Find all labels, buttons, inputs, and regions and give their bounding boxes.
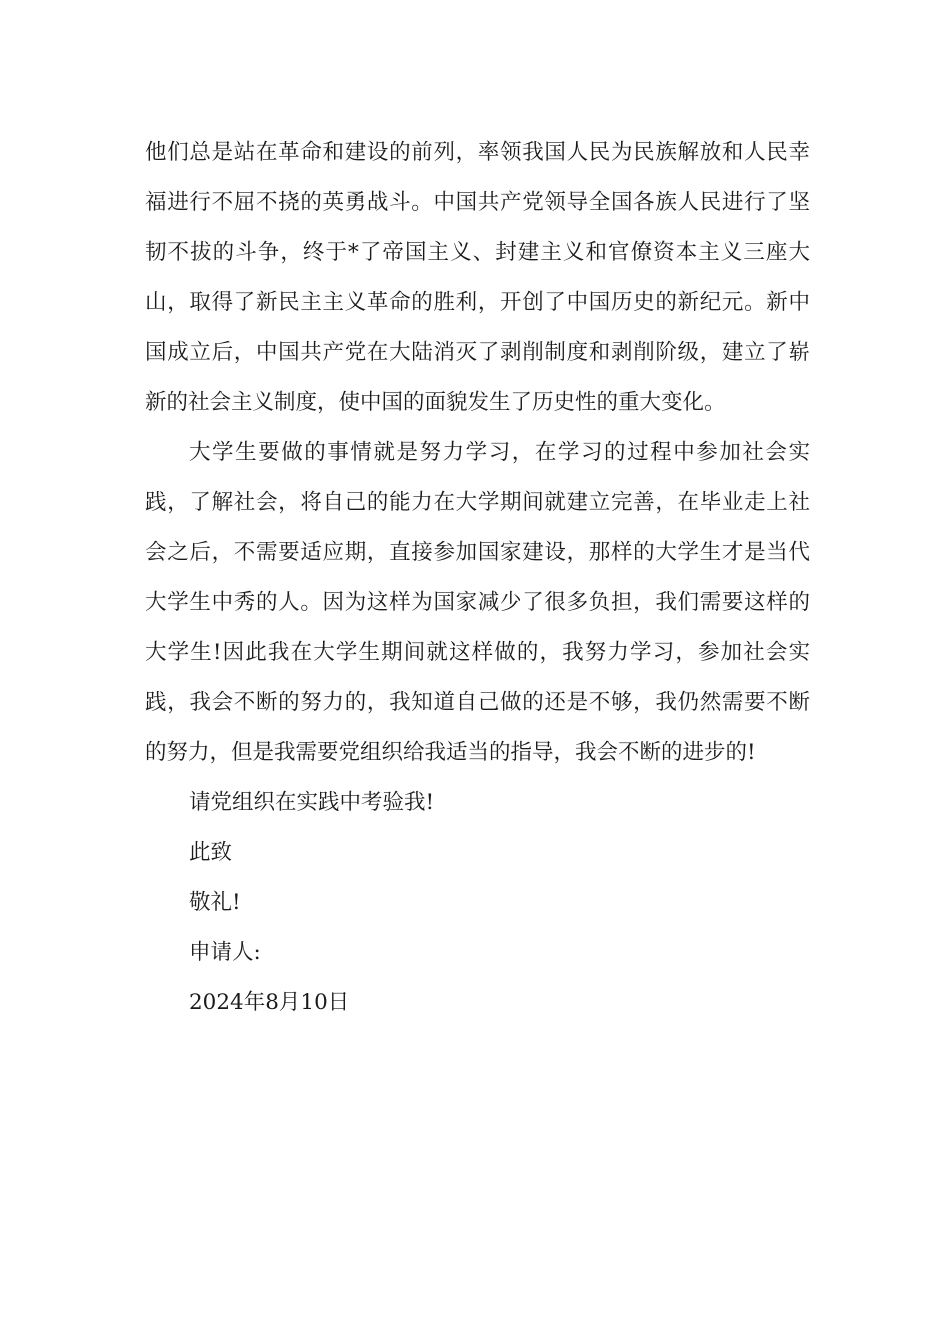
document-body bbox=[145, 128, 810, 1028]
letter-date: 2024年8月10日 bbox=[189, 990, 350, 1015]
paragraph-history: 他们总是站在革命和建设的前列，率领我国人民为民族解放和人民幸福进行不屈不挠的英勇战斗。中国共产党领导全国各族人民进行了坚韧不拔的斗争，终于*了帝国主义、封建主义和官僚资本主义三座大山，取得了新民主主义革命的胜利，开创了中国历史的新纪元。新中国成立后，中国共产党在大陆消灭了剥削制度和剥削阶级，建立了崭新的社会主义制度，使中国的面貌发生了历史性的重大变化。 bbox=[145, 140, 810, 415]
closing-salutation-1: 此致 bbox=[189, 840, 233, 865]
closing-request: 请党组织在实践中考验我! bbox=[189, 790, 435, 815]
closing-salutation-2: 敬礼! bbox=[189, 890, 241, 915]
paragraph-student: 大学生要做的事情就是努力学习，在学习的过程中参加社会实践，了解社会，将自己的能力在大学期间就建立完善，在毕业走上社会之后，不需要适应期，直接参加国家建设，那样的大学生才是当代大学生中秀的人。因为这样为国家减少了很多负担，我们需要这样的大学生!因此我在大学生期间就这样做的，我努力学习，参加社会实践，我会不断的努力的，我知道自己做的还是不够，我仍然需要不断的努力，但是我需要党组织给我适当的指导，我会不断的进步的! bbox=[145, 440, 810, 765]
applicant-label: 申请人: bbox=[189, 940, 261, 965]
